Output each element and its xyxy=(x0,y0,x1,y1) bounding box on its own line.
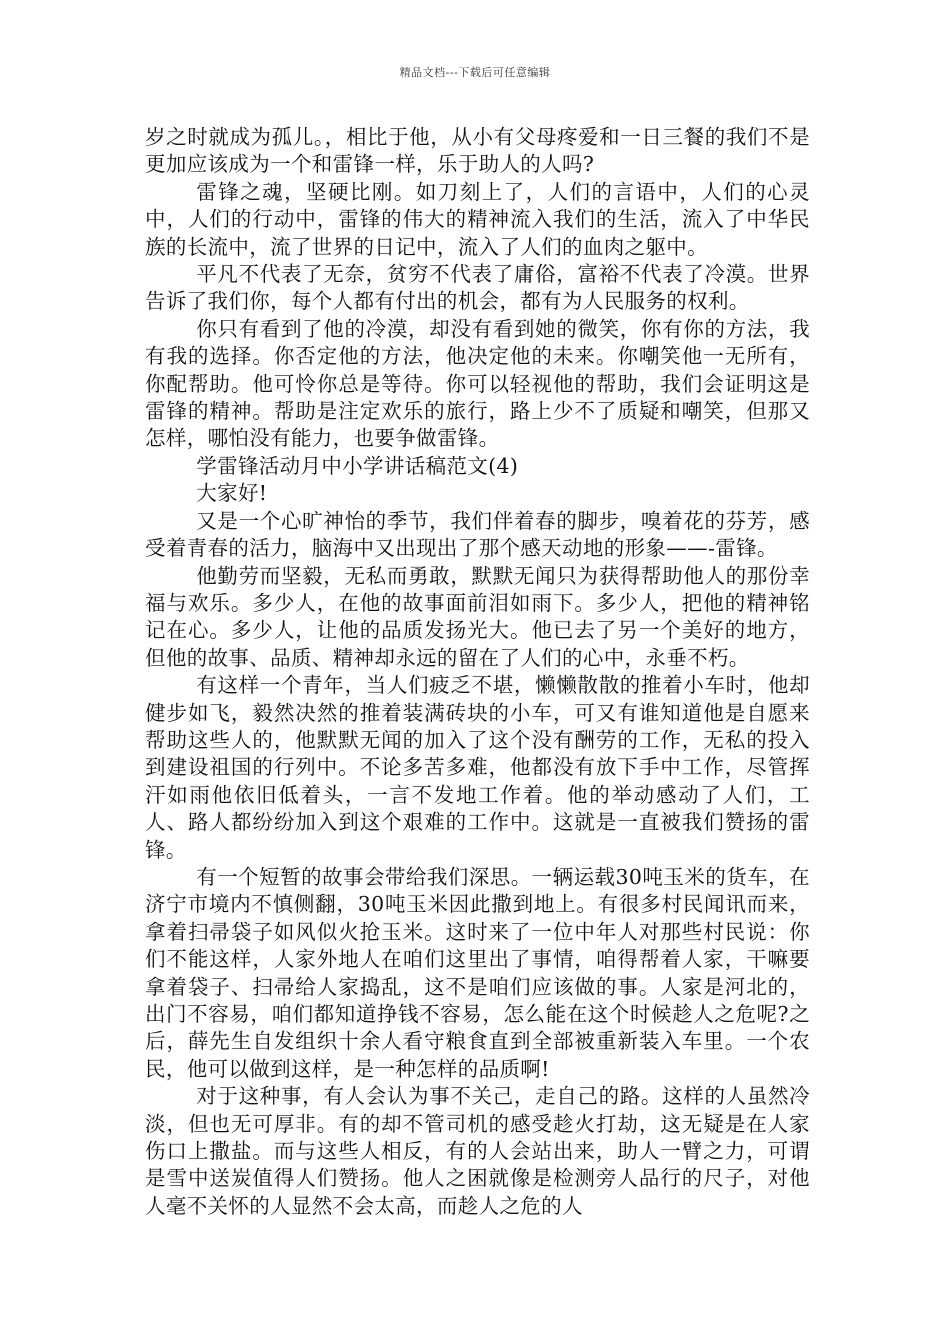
page-header: 精品文档---下载后可任意编辑 xyxy=(399,66,551,79)
paragraph: 平凡不代表了无奈，贫穷不代表了庸俗，富裕不代表了冷漠。世界告诉了我们你，每个人都有付出的机会，都有为人民服务的权利。 xyxy=(145,262,810,314)
paragraph: 雷锋之魂，坚硬比刚。如刀刻上了，人们的言语中，人们的心灵中，人们的行动中，雷锋的伟大的精神流入我们的生活，流入了中华民族的长流中，流了世界的日记中，流入了人们的血肉之躯中。 xyxy=(145,179,810,259)
paragraph: 又是一个心旷神怡的季节，我们伴着春的脚步，嗅着花的芬芳，感受着青春的活力，脑海中又出现出了那个感天动地的形象——-雷锋。 xyxy=(145,508,810,561)
paragraph: 岁之时就成为孤儿。，相比于他，从小有父母疼爱和一日三餐的我们不是更加应该成为一个和雷锋一样，乐于助人的人吗? xyxy=(145,125,810,177)
paragraph: 你只有看到了他的冷漠，却没有看到她的微笑，你有你的方法，我有我的选择。你否定他的方法，他决定他的未来。你嘲笑他一无所有，你配帮助。他可怜你总是等待。你可以轻视他的帮助，我们会证明这是雷锋的精神。帮助是注定欢乐的旅行，路上少不了质疑和嘲笑，但那又怎样，哪怕没有能力，也要争做雷锋。 xyxy=(145,316,810,451)
paragraph: 有一个短暂的故事会带给我们深思。一辆运载30吨玉米的货车，在济宁市境内不慎侧翻，30吨玉米因此撒到地上。有很多村民闻讯而来，拿着扫帚袋子如风似火抢玉米。这时来了一位中年人对那些村民说：你们不能这样，人家外地人在咱们这里出了事情，咱得帮着人家，干嘛要拿着袋子、扫帚给人家捣乱，这不是咱们应该做的事。人家是河北的，出门不容易，咱们都知道挣钱不容易，怎么能在这个时候趁人之危呢?之后，薛先生自发组织十余人看守粮食直到全部被重新装入车里。一个农民，他可以做到这样，是一种怎样的品质啊! xyxy=(145,864,810,1081)
paragraph: 对于这种事，有人会认为事不关己，走自己的路。这样的人虽然冷淡，但也无可厚非。有的却不管司机的感受趁火打劫，这无疑是在人家伤口上撒盐。而与这些人相反，有的人会站出来，助人一臂之力，可谓是雪中送炭值得人们赞扬。他人之困就像是检测旁人品行的尺子，对他人毫不关怀的人显然不会太高，而趁人之危的人 xyxy=(145,1084,810,1218)
paragraph: 有这样一个青年，当人们疲乏不堪，懒懒散散的推着小车时，他却健步如飞，毅然决然的推着装满砖块的小车，可又有谁知道他是自愿来帮助这些人的，他默默无闻的加入了这个没有酬劳的工作，无私的投入到建设祖国的行列中。不论多苦多难，他都没有放下手中工作，尽管挥汗如雨他依旧低着头，一言不发地工作着。他的举动感动了人们，工人、路人都纷纷加入到这个艰难的工作中。这就是一直被我们赞扬的雷锋。 xyxy=(145,673,810,862)
document-body xyxy=(145,124,810,1220)
section-title: 学雷锋活动月中小学讲话稿范文(4) xyxy=(196,453,519,478)
greeting: 大家好! xyxy=(196,481,268,506)
paragraph: 他勤劳而坚毅，无私而勇敢，默默无闻只为获得帮助他人的那份幸福与欢乐。多少人，在他的故事面前泪如雨下。多少人，把他的精神铭记在心。多少人，让他的品质发扬光大。他已去了另一个美好的地方，但他的故事、品质、精神却永远的留在了人们的心中，永垂不朽。 xyxy=(145,563,810,670)
